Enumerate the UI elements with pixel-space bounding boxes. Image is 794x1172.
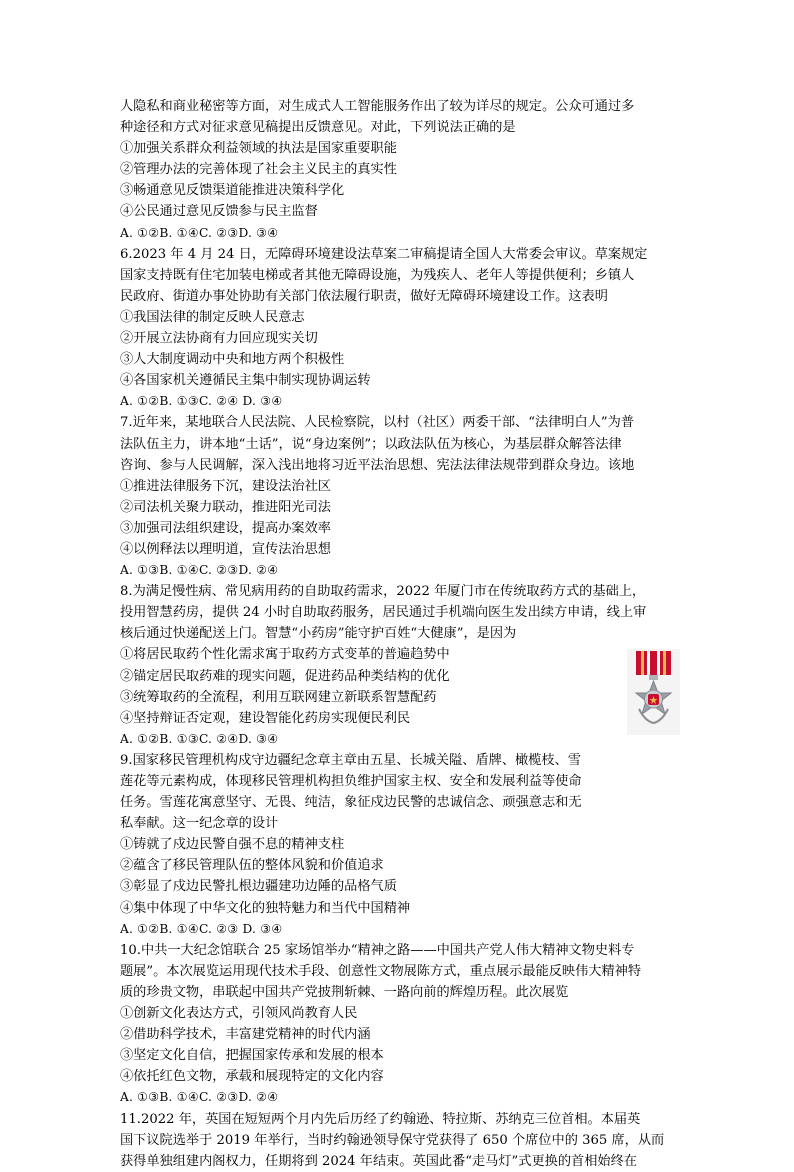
question-stem-line: 质的珍贵文物，串联起中国共产党披荆斩棘、一路向前的辉煌历程。此次展览 (120, 984, 569, 1000)
question-stem-line: 核后通过快递配送上门。智慧“小药房”能守护百姓“大健康”，是因为 (120, 626, 517, 642)
choice-4: ④依托红色文物，承载和展现特定的文化内容 (120, 1069, 384, 1085)
question-stem-line: 10.中共一大纪念馆联合 25 家场馆举办“精神之路——中国共产党人伟大精神文物史料专 (120, 942, 635, 958)
choice-3: ③畅通意见反馈渠道能推进决策科学化 (120, 183, 345, 199)
answer-options: A. ①②B. ①③C. ②④D. ③④ (120, 731, 279, 746)
choice-2: ②锚定居民取药难的现实问题，促进药品种类结构的优化 (120, 668, 450, 684)
question-stem-line: 11.2022 年，英国在短短两个月内先后历经了约翰逊、特拉斯、苏纳克三位首相。本届英 (120, 1111, 641, 1127)
choice-2: ②管理办法的完善体现了社会主义民主的真实性 (120, 162, 397, 178)
exam-page (120, 96, 680, 1172)
question-6 (120, 244, 680, 413)
question-10 (120, 940, 680, 1109)
question-stem-line: 私奉献。这一纪念章的设计 (120, 816, 279, 832)
medal-icon (627, 649, 680, 735)
choice-4: ④集中体现了中华文化的独特魅力和当代中国精神 (120, 900, 411, 916)
question-stem-line: 7.近年来，某地联合人民法院、人民检察院，以村（社区）两委干部、“法律明白人”为普 (120, 415, 634, 431)
question-stem-line: 获得单独组建内阁权力，任期将到 2024 年结束。英国此番“走马灯”式更换的首相始终在 (120, 1153, 637, 1169)
question-7 (120, 412, 680, 581)
question-stem-line: 任务。雪莲花寓意坚守、无畏、纯洁，象征戍边民警的忠诚信念、顽强意志和无 (120, 795, 582, 811)
answer-options: A. ①②B. ①④C. ②③ D. ③④ (120, 921, 283, 936)
question-stem-line: 人隐私和商业秘密等方面，对生成式人工智能服务作出了较为详尽的规定。公众可通过多 (120, 99, 635, 114)
question-5 (120, 96, 680, 244)
question-stem-line: 莲花等元素构成，体现移民管理机构担负维护国家主权、安全和发展利益等使命 (120, 774, 582, 789)
choice-1: ①铸就了戍边民警自强不息的精神支柱 (120, 837, 345, 853)
choice-4: ④各国家机关遵循民主集中制实现协调运转 (120, 373, 371, 389)
commemorative-medal-image (627, 649, 680, 735)
question-stem-line: 8.为满足慢性病、常见病用药的自助取药需求，2022 年厦门市在传统取药方式的基础上， (120, 584, 646, 600)
question-stem-line: 题展”。本次展览运用现代技术手段、创意性文物展陈方式，重点展示最能反映伟大精神特 (120, 963, 642, 979)
choice-2: ②司法机关聚力联动，推进阳光司法 (120, 499, 331, 515)
choice-1: ①加强关系群众利益领域的执法是国家重要职能 (120, 141, 397, 157)
choice-4: ④坚持辩证否定观，建设智能化药房实现便民利民 (120, 710, 411, 726)
choice-4: ④以例释法以理明道，宣传法治思想 (120, 541, 331, 557)
choice-3: ③坚定文化自信，把握国家传承和发展的根本 (120, 1048, 384, 1064)
answer-options: A. ①②B. ①④C. ②③D. ③④ (120, 225, 279, 240)
choice-3: ③人大制度调动中央和地方两个积极性 (120, 352, 345, 368)
choice-1: ①将居民取药个性化需求寓于取药方式变革的普遍趋势中 (120, 647, 450, 663)
answer-options: A. ①③B. ①④C. ②③D. ②④ (120, 563, 279, 578)
choice-4: ④公民通过意见反馈参与民主监督 (120, 204, 318, 220)
choice-3: ③加强司法组织建设，提高办案效率 (120, 520, 331, 536)
choice-2: ②蕴含了移民管理队伍的整体风貌和价值追求 (120, 858, 384, 874)
question-stem-line: 投用智慧药房，提供 24 小时自助取药服务，居民通过手机端向医生发出续方申请，线上审 (120, 605, 647, 621)
choice-1: ①我国法律的制定反映人民意志 (120, 309, 305, 325)
question-stem-line: 6.2023 年 4 月 24 日，无障碍环境建设法草案二审稿提请全国人大常委会审议。草案规定 (120, 246, 648, 262)
question-stem-line: 国下议院选举于 2019 年举行，当时约翰逊领导保守党获得了 650 个席位中的 365 席，从而 (120, 1132, 665, 1148)
choice-2: ②借助科学技术，丰富建党精神的时代内涵 (120, 1027, 371, 1043)
answer-options: A. ①②B. ①③C. ②④ D. ③④ (120, 394, 283, 409)
choice-2: ②开展立法协商有力回应现实关切 (120, 331, 318, 347)
choice-1: ①创新文化表达方式，引领风尚教育人民 (120, 1006, 358, 1022)
choice-3: ③统筹取药的全流程，利用互联网建立新联系智慧配药 (120, 689, 437, 705)
question-8 (120, 581, 680, 750)
question-11 (120, 1109, 680, 1172)
answer-options: A. ①③B. ①④C. ②③D. ②④ (120, 1090, 279, 1105)
choice-1: ①推进法律服务下沉，建设法治社区 (120, 478, 331, 494)
question-stem-line: 9.国家移民管理机构戍守边疆纪念章主章由五星、长城关隘、盾牌、橄榄枝、雪 (120, 752, 581, 768)
question-9 (120, 750, 680, 940)
question-stem-line: 种途径和方式对征求意见稿提出反馈意见。对此，下列说法正确的是 (120, 120, 516, 136)
question-stem-line: 国家支持既有住宅加装电梯或者其他无障碍设施，为残疾人、老年人等提供便利；乡镇人 (120, 267, 635, 283)
choice-3: ③彰显了戍边民警扎根边疆建功边陲的品格气质 (120, 879, 397, 895)
question-stem-line: 咨询、参与人民调解，深入浅出地将习近平法治思想、宪法法律法规带到群众身边。该地 (120, 457, 635, 473)
question-stem-line: 民政府、街道办事处协助有关部门依法履行职责，做好无障碍环境建设工作。这表明 (120, 288, 608, 304)
question-stem-line: 法队伍主力，讲本地“土话”，说“身边案例”；以政法队伍为核心，为基层群众解答法律 (120, 436, 622, 452)
